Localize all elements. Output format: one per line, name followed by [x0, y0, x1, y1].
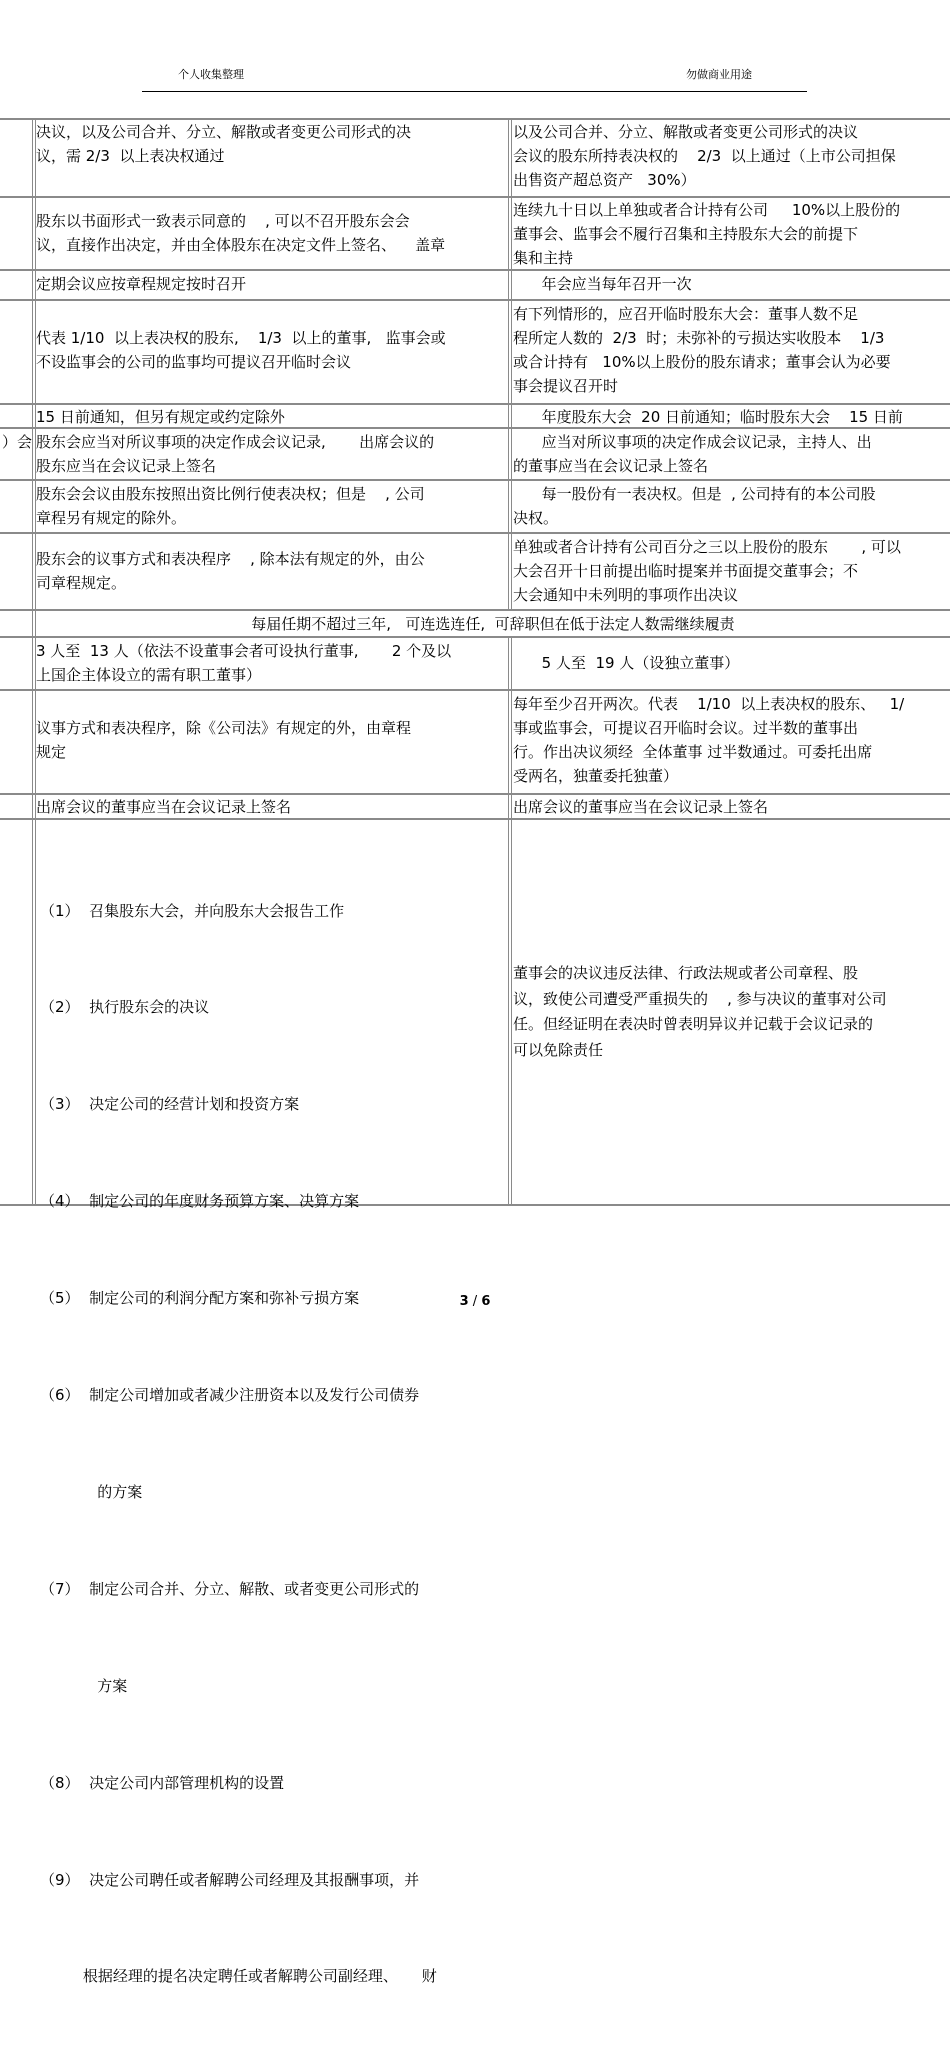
- list-item: （7） 制定公司合并、分立、解散、或者变更公司形式的: [40, 1579, 420, 1598]
- header-divider: [142, 91, 807, 92]
- row-line: [0, 636, 950, 638]
- cell-left: 股东会应当对所议事项的决定作成会议记录, 出席会议的 股东应当在会议记录上签名: [36, 433, 435, 475]
- list-item: （2） 执行股东会的决议: [40, 998, 210, 1017]
- row-line: [0, 689, 950, 691]
- list-item: 根据经理的提名决定聘任或者解聘公司副经理、 财: [40, 1967, 437, 1986]
- cell-left: 决议，以及公司合并、分立、解散或者变更公司形式的决 议，需 2/3 以上表决权通过: [36, 123, 412, 165]
- row-line: [0, 609, 950, 611]
- row-line: [0, 299, 950, 301]
- list-item: （4） 制定公司的年度财务预算方案、决算方案: [40, 1192, 360, 1211]
- list-item: （8） 决定公司内部管理机构的设置: [40, 1773, 285, 1792]
- current-page: 3: [459, 1294, 469, 1309]
- list-item: 的方案: [40, 1482, 143, 1501]
- column-border: [511, 118, 512, 609]
- cell-left: 股东会会议由股东按照出资比例行使表决权；但是 , 公司 章程另有规定的除外。: [36, 485, 425, 527]
- cell-right: 5 人至 19 人（设独立董事）: [513, 654, 740, 672]
- list-item: （3） 决定公司的经营计划和投资方案: [40, 1095, 300, 1114]
- cell-left: 定期会议应按章程规定按时召开: [36, 275, 247, 293]
- cell-right: 单独或者合计持有公司百分之三以上股份的股东 , 可以 大会召开十日前提出临时提案并书面提交董事会；不 大会通知中未列明的事项作出决议: [513, 538, 901, 604]
- cell-right: 每一股份有一表决权。但是 , 公司持有的本公司股 决权。: [513, 485, 876, 527]
- page-separator: /: [468, 1294, 482, 1309]
- row-line: [0, 532, 950, 534]
- director-liability-text: 董事会的决议违反法律、行政法规或者公司章程、股 议，致使公司遭受严重损失的 , 参与决议的董事对公司 任。但经证明在表决时曾表明异议并记载于会议记录的 可以免除责任: [513, 964, 887, 1059]
- cell-right: 以及公司合并、分立、解散或者变更公司形式的决议 会议的股东所持表决权的 2/3 以上通过（上市公司担保 出售资产超总资产 30%）: [513, 123, 896, 189]
- cell-right: 出席会议的董事应当在会议记录上签名: [513, 798, 769, 816]
- side-label: ）会: [2, 433, 33, 451]
- list-item: （5） 制定公司的利润分配方案和弥补亏损方案: [40, 1289, 360, 1308]
- row-line: [0, 479, 950, 481]
- cell-right: 每年至少召开两次。代表 1/10 以上表决权的股东、 1/ 事或监事会，可提议召开临时会议。过半数的董事出 行。作出决议须经 全体董事 过半数通过。可委托出席 受两名，独董委托独董）: [513, 695, 905, 785]
- cell-right: 应当对所议事项的决定作成会议记录，主持人、出 的董事应当在会议记录上签名: [513, 433, 872, 475]
- cell-right: 年度股东大会 20 日前通知；临时股东大会 15 日前: [513, 408, 903, 426]
- list-item: （6） 制定公司增加或者减少注册资本以及发行公司债券: [40, 1386, 420, 1405]
- header-right: 勿做商业用途: [686, 68, 752, 81]
- cell-left: 议事方式和表决程序，除《公司法》有规定的外，由章程 规定: [36, 719, 412, 761]
- cell-merged-term: 每届任期不超过三年, 可连选连任, 可辞职但在低于法定人数需继续履责: [251, 615, 735, 633]
- comparison-table: [0, 118, 950, 1986]
- cell-left: 股东会的议事方式和表决程序 , 除本法有规定的外，由公 司章程规定。: [36, 550, 425, 592]
- column-border: [511, 636, 512, 1206]
- total-pages: 6: [481, 1294, 491, 1309]
- column-border: [508, 636, 509, 1206]
- column-border: [508, 118, 509, 609]
- cell-left: 3 人至 13 人（依法不设董事会者可设执行董事, 2 个及以 上国企主体设立的需有职工董事）: [36, 642, 452, 684]
- cell-left: 出席会议的董事应当在会议记录上签名: [36, 798, 292, 816]
- header-left: 个人收集整理: [178, 68, 244, 81]
- cell-right: 有下列情形的，应召开临时股东大会：董事人数不足 程所定人数的 2/3 时；未弥补的亏损达实收股本 1/3 或合计持有 10%以上股份的股东请求；董事会认为必要 事会提议召开时: [513, 305, 891, 395]
- list-item: 方案: [40, 1676, 128, 1695]
- cell-right: 连续九十日以上单独或者合计持有公司 10%以上股份的 董事会、监事会不履行召集和主持股东大会的前提下 集和主持: [513, 201, 901, 267]
- board-powers-list: [40, 830, 500, 2057]
- column-border: [32, 118, 33, 1206]
- cell-left: 股东以书面形式一致表示同意的 , 可以不召开股东会会 议，直接作出决定，并由全体股东在决定文件上签名、 盖章: [36, 212, 446, 254]
- cell-left: 代表 1/10 以上表决权的股东, 1/3 以上的董事, 监事会或 不设监事会的公司的监事均可提议召开临时会议: [36, 329, 446, 371]
- list-item: （9） 决定公司聘任或者解聘公司经理及其报酬事项，并: [40, 1870, 420, 1889]
- cell-right: 年会应当每年召开一次: [513, 275, 692, 293]
- page-number: [0, 1294, 950, 1309]
- list-item: （1） 召集股东大会，并向股东大会报告工作: [40, 901, 345, 920]
- cell-left: 15 日前通知，但另有规定或约定除外: [36, 408, 285, 426]
